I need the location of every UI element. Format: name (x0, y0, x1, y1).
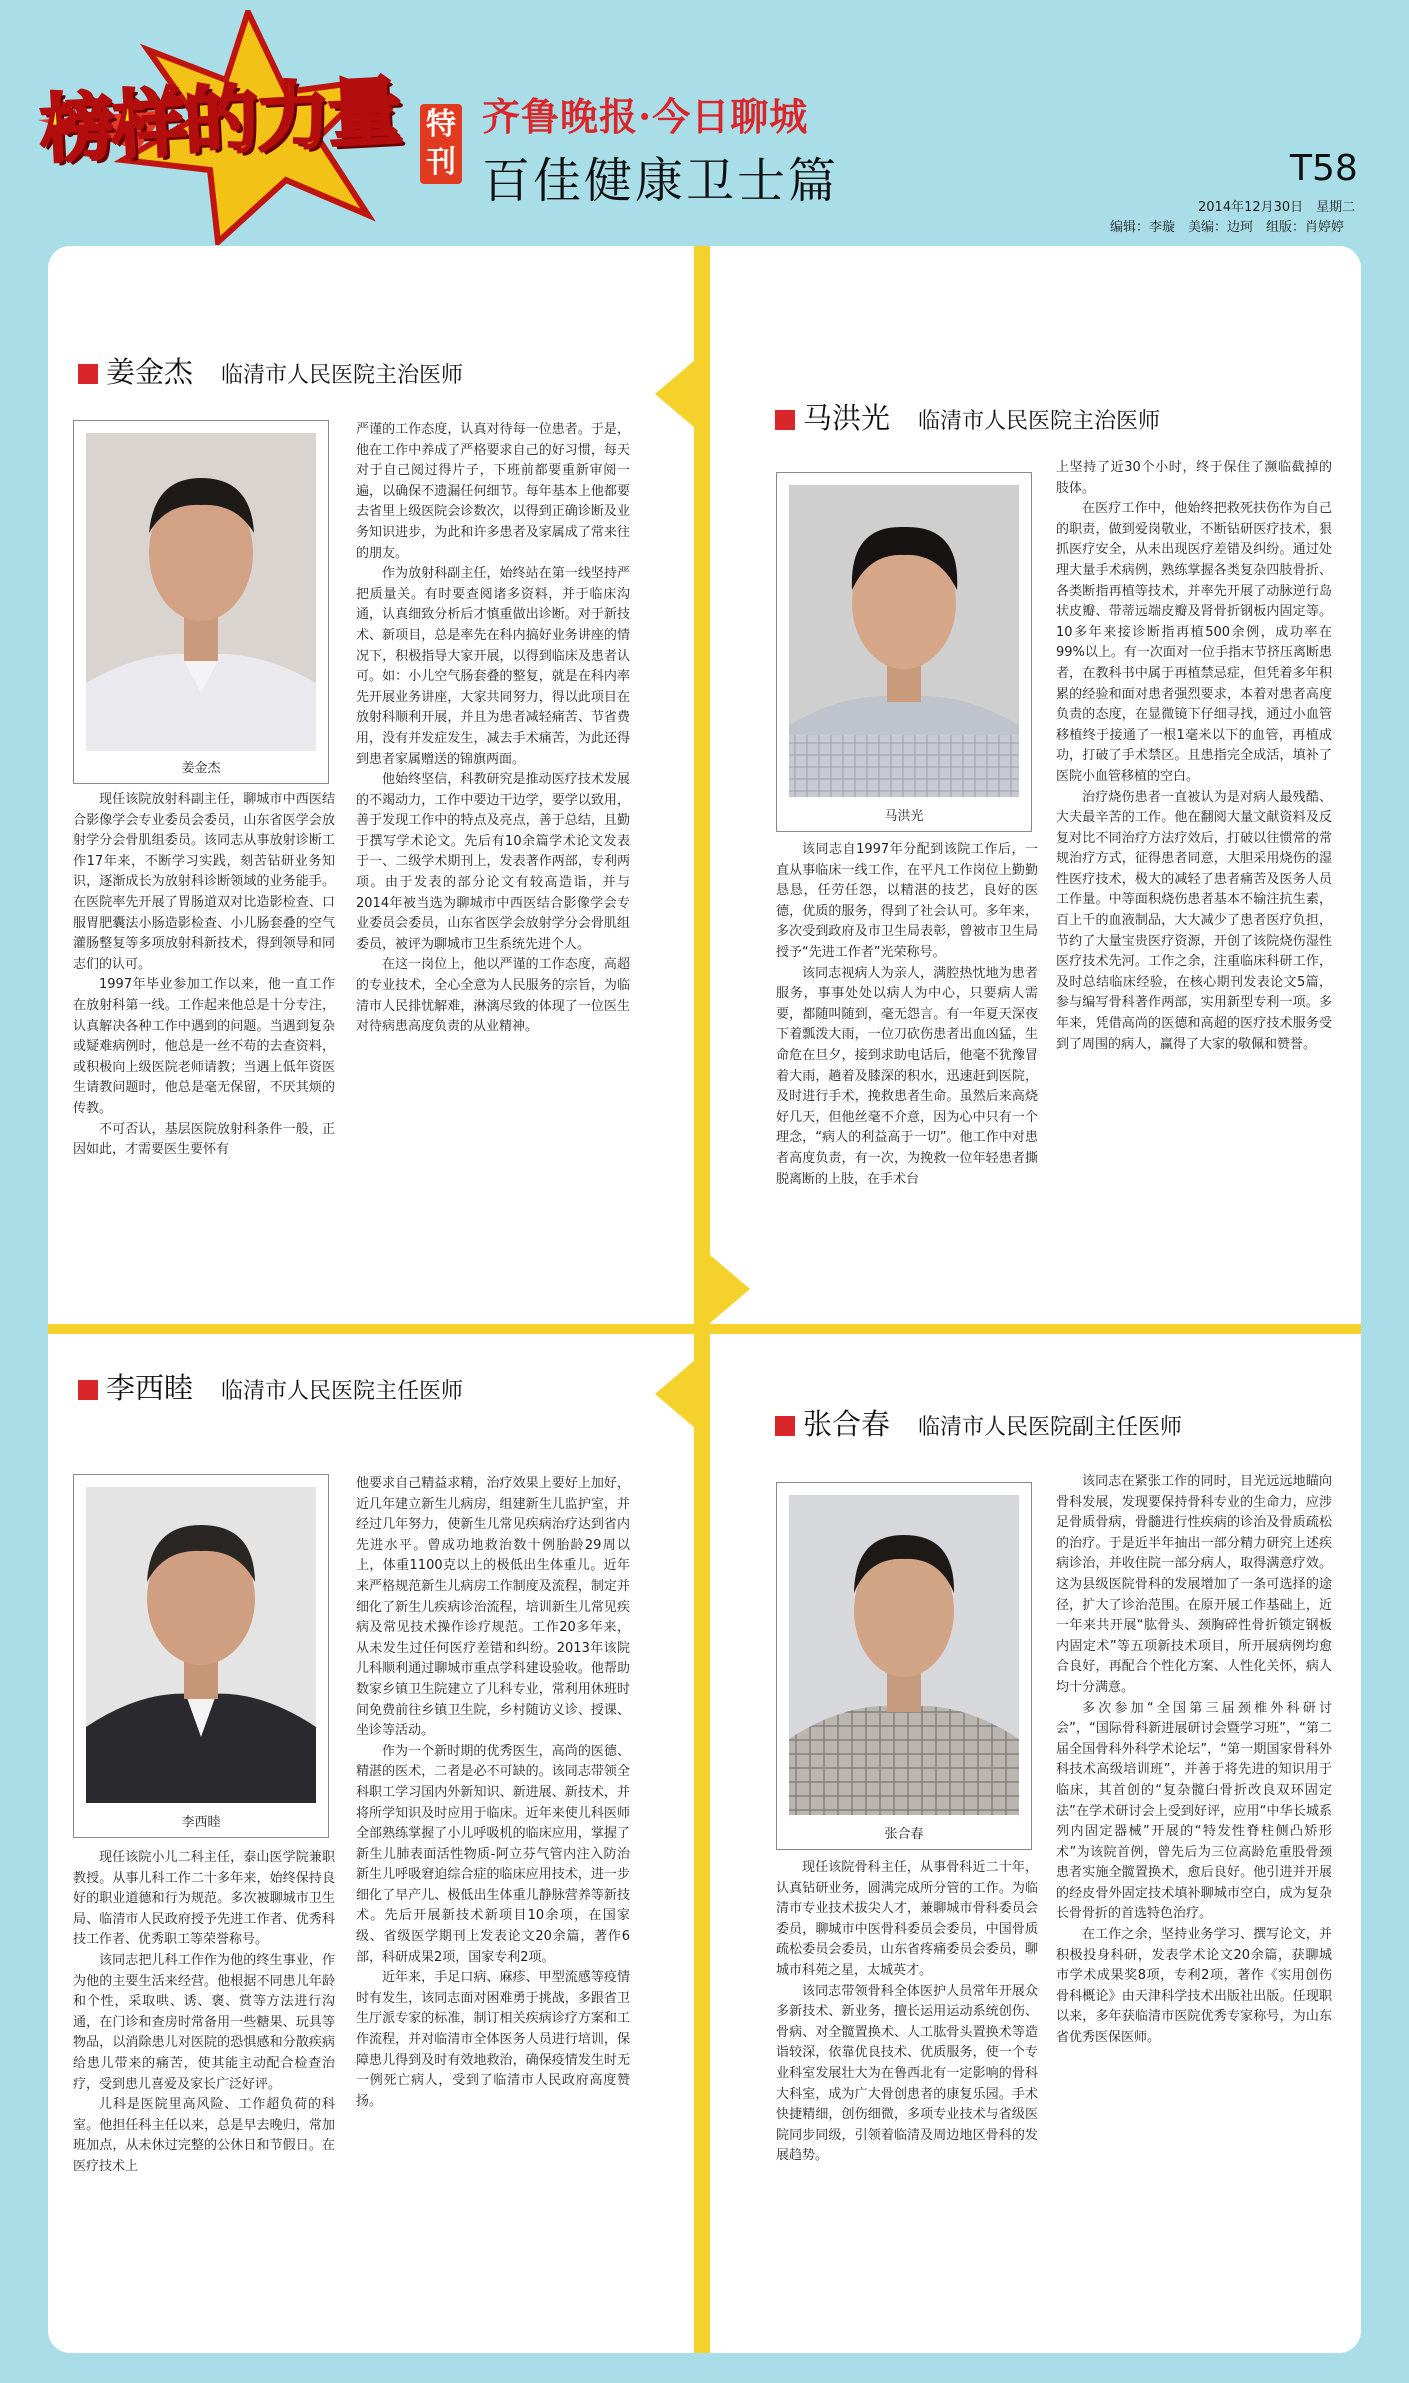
profile-body-left (73, 1848, 335, 2338)
paragraph: 在工作之余，坚持业务学习、撰写论文，并积极投身科研，发表学术论文20余篇，获聊城市学术成果奖8项，专利2项，著作《实用创伤骨科概论》由天津科学技术出版社出版。任现职以来，多年获临清市医院优秀专家称号，为山东省优秀医保医师。 (1056, 1927, 1332, 2046)
page-number: T58 (1290, 148, 1358, 189)
profile-name: 马洪光 (803, 401, 891, 435)
profile-title: 临清市人民医院主治医师 (918, 409, 1161, 434)
paragraph: 在医疗工作中，他始终把救死扶伤作为自己的职责，做到爱岗敬业，不断钻研医疗技术，狠抓医疗安全，从未出现医疗差错及纠纷。通过处理大量手术病例，熟练掌握各类复杂四肢骨折、各类断指再植等技术，并率先开展了动脉逆行岛状皮瓣、带蒂远端皮瓣及肾骨折钢板内固定等。10多年来接诊断指再植500余例，成功率在99%以上。有一次面对一位手指末节挤压离断患者，在教科书中属于再植禁忌症，但凭着多年积累的经验和面对患者强烈要求，本着对患者高度负责的态度，在显微镜下仔细寻找，通过小血管移植终于接通了一根1毫米以下的血管，再植成功，打破了手术禁区。且患指完全成活，填补了医院小血管移植的空白。 (1056, 501, 1332, 784)
red-square-icon (775, 410, 795, 430)
section-name: 百佳健康卫士篇 (482, 153, 840, 209)
paragraph: 作为放射科副主任，始终站在第一线坚持严把质量关。有时要查阅诸多资料，并于临床沟通，认真细致分析后才慎重做出诊断。对于新技术、新项目，总是率先在科内搞好业务讲座的情况下，积极指导大家开展，以得到临床及患者认可。如：小儿空气肠套叠的整复，就是在科内率先开展业务讲座，大家共同努力，得以此项目在放射科顺利开展，并且为患者减轻痛苦、节省费用，没有并发症发生，减去手术痛苦，为此还得到患者家属赠送的锦旗两面。 (356, 566, 630, 767)
profile-body-left (776, 1858, 1038, 2338)
paragraph: 现任该院小儿二科主任，泰山医学院兼职教授。从事儿科工作二十多年来，始终保持良好的职业道德和行为规范。多次被聊城市卫生局、临清市人民政府授予先进工作者、优秀科技工作者、优秀职工等荣誉称号。 (73, 1850, 335, 1948)
profile-heading (78, 350, 463, 391)
profile-title: 临清市人民医院主治医师 (221, 363, 464, 388)
portrait-frame (73, 420, 329, 784)
paragraph: 1997年毕业参加工作以来，他一直工作在放射科第一线。工作起来他总是十分专注，认真解决各种工作中遇到的问题。当遇到复杂或疑难病例时，他总是一丝不苟的去查资料，或积极向上级医院老师请教；当遇上低年资医生请教问题时，他总是毫无保留，不厌其烦的传教。 (73, 977, 335, 1116)
paragraph: 多次参加“全国第三届颈椎外科研讨会”，“国际骨科新进展研讨会暨学习班”，“第二届全国骨科外科学术论坛”，“第一期国家骨科外科技术高级培训班”，并善于将先进的知识用于临床，其首创的“复杂髋臼骨折改良双环固定法”在学术研讨会上受到好评，应用“中华长城系列内固定器械”开展的“特发性脊柱侧凸矫形术”为该院首例，曾先后为三位高龄危重股骨颈患者实施全髋置换术，愈后良好。他引进并开展的经皮骨外固定技术填补聊城市空白，成为复杂长骨骨折的首选特色治疗。 (1056, 1700, 1332, 1922)
profile-body-right (1056, 1472, 1332, 2338)
paragraph: 儿科是医院里高风险、工作超负荷的科室。他担任科主任以来，总是早去晚归，常加班加点，从未休过完整的公休日和节假日。在医疗技术上 (73, 2097, 335, 2174)
divider-arrow-icon (710, 1255, 750, 1323)
red-square-icon (775, 1416, 795, 1436)
masthead-big-title: 榜样的力量 (38, 68, 403, 174)
profile-heading (78, 1366, 463, 1407)
profile-name: 姜金杰 (106, 355, 194, 389)
middle-divider-bar (48, 1324, 1361, 1334)
photo-caption: 李西睦 (181, 1815, 221, 1830)
paragraph: 该同志自1997年分配到该院工作后，一直从事临床一线工作，在平凡工作岗位上勤勤恳恳，任劳任怨，以精湛的技艺，良好的医德，优质的服务，得到了社会认可。多年来，多次受到政府及市卫生局表彰，曾被市卫生局授予“先进工作者”光荣称号。 (776, 842, 1038, 960)
paragraph: 在这一岗位上，他以严谨的工作态度，高超的专业技术，全心全意为人民服务的宗旨，为临清市人民排忧解难，淋漓尽致的体现了一位医生对待病患高度负责的从业精神。 (356, 957, 630, 1035)
profile-heading (775, 396, 1160, 437)
divider-arrow-icon (655, 360, 695, 428)
center-divider-bar (694, 246, 710, 2353)
profile-body-right (356, 420, 630, 1300)
portrait-photo (86, 1487, 316, 1803)
red-square-icon (78, 364, 98, 384)
special-issue-tag (420, 104, 462, 184)
special-tag-char-1: 特 (426, 107, 456, 142)
portrait-photo (789, 485, 1019, 797)
profile-body-right (356, 1474, 630, 2338)
portrait-frame (73, 1474, 329, 1838)
paragraph: 不可否认，基层医院放射科条件一般，正因如此，才需要医生要怀有 (73, 1121, 335, 1158)
paragraph: 该同志视病人为亲人，满腔热忱地为患者服务，事事处处以病人为中心，只要病人需要，都随叫随到，毫无怨言。有一年夏天深夜下着瓢泼大雨，一位刀砍伤患者出血凶猛，生命危在旦夕，接到求助电话后，他毫不犹豫冒着大雨，趟着及膝深的积水，迅速赶到医院，及时进行手术，挽救患者生命。虽然后来高烧好几天，但他丝毫不介意，因为心中只有一个理念，“病人的利益高于一切”。他工作中对患者高度负责，有一次，为挽救一位年轻患者撕脱离断的上肢，在手术台 (776, 965, 1038, 1187)
photo-caption: 马洪光 (884, 809, 924, 824)
paragraph: 治疗烧伤患者一直被认为是对病人最残酷、大夫最辛苦的工作。他在翻阅大量文献资料及反复对比不同治疗方法疗效后，打破以往惯常的常规治疗方式，征得患者同意，大胆采用烧伤的湿性医疗技术，极大的减轻了患者痛苦及医务人员工作量。中等面积烧伤患者基本不输注抗生素，百上千的血液制品，大大减少了患者医疗负担，节约了大量宝贵医疗资源，开创了该院烧伤湿性医疗技术先河。工作之余，注重临床科研工作，及时总结临床经验，在核心期刊发表论文5篇，参与编写骨科著作两部，实用新型专利一项。多年来，凭借高尚的医德和高超的医疗技术服务受到了周围的病人，赢得了大家的敬佩和赞誉。 (1056, 789, 1332, 1052)
paragraph: 作为一个新时期的优秀医生，高尚的医德、精湛的医术，二者是必不可缺的。该同志带领全科职工学习国内外新知识、新进展、新技术，并将所学知识及时应用于临床。近年来使儿科医师全部熟练掌握了小儿呼吸机的临床应用，掌握了新生儿肺表面活性物质-阿立芬气管内注入防治新生儿呼吸窘迫综合症的临床应用技术，进一步细化了早产儿、极低出生体重儿静脉营养等新技术。先后开展新技术新项目10余项，在国家级、省级医学期刊上发表论文20余篇，著作6部，科研成果2项，国家专利2项。 (356, 1743, 630, 1965)
profile-body-right (1056, 458, 1332, 1298)
profile-body-left (73, 790, 335, 1280)
paragraph: 上坚持了近30个小时，终于保住了濒临截掉的肢体。 (1056, 460, 1332, 496)
profile-title: 临清市人民医院副主任医师 (918, 1415, 1183, 1440)
portrait-frame (776, 1482, 1032, 1850)
paragraph: 现任该院骨科主任，从事骨科近二十年，认真钻研业务，圆满完成所分管的工作。为临清市专业技术拔尖人才，兼聊城市骨科委员会委员，聊城市中医骨科委员会委员，中国骨质疏松委员会委员，山东省疼痛委员会委员，聊城市科苑之星，太城英才。 (776, 1860, 1038, 1978)
editor-credits: 编辑：李璇 美编：边珂 组版：肖婷婷 (1110, 220, 1345, 235)
special-tag-char-2: 刊 (426, 145, 456, 180)
paragraph: 该同志把儿科工作作为他的终生事业，作为他的主要生活来经营。他根据不同患儿年龄和个性，采取哄、诱、褒、赏等方法进行沟通，在门诊和查房时常备用一些糖果、玩具等物品，以消除患儿对医院的恐惧感和分散疾病给患儿带来的痛苦，使其能主动配合检查治疗，受到患儿喜爱及家长广泛好评。 (73, 1952, 335, 2092)
profile-name: 李西睦 (106, 1371, 194, 1405)
paragraph: 该同志带领骨科全体医护人员常年开展众多新技术、新业务，擅长运用运动系统创伤、骨病、对全髋置换术、人工肱骨头置换术等造诣较深，依靠优良技术、优质服务，使一个专业科室发展壮大为在鲁西北有一定影响的骨科大科室，成为广大骨创患者的康复乐园。手术快捷精细，创伤细微，多项专业技术与省级医院同步同级，引领着临清及周边地区骨科的发展趋势。 (776, 1983, 1038, 2164)
portrait-frame (776, 472, 1032, 832)
paragraph: 该同志在紧张工作的同时，目光远远地瞄向骨科发展，发现要保持骨科专业的生命力，应涉足骨质骨病，骨髓进行性疾病的诊治及骨质疏松的治疗。于是近半年抽出一部分精力研究上述疾病诊治，并收住院一部分病人，取得满意疗效。这为县级医院骨科的发展增加了一条可选择的途径，扩大了诊治范围。在原开展工作基础上，近一年来共开展“肱骨头、颈胸碎性骨折锁定钢板内固定术”等五项新技术项目，所开展病例均愈合良好，再配合个性化方案、人性化关怀，病人均十分满意。 (1056, 1474, 1332, 1695)
profile-heading (775, 1402, 1182, 1443)
paragraph: 他始终坚信，科教研究是推动医疗技术发展的不竭动力，工作中要边干边学，要学以致用，善于发现工作中的特点及亮点，善于总结，且勤于撰写学术论文。先后有10余篇学术论文发表于一、二级学术期刊上，发表著作两部，专利两项。由于发表的部分论文有较高造诣，并与2014年被当选为聊城市中西医结合影像学会专业委员会委员，山东省医学会放射学分会骨肌组委员，被评为聊城市卫生系统先进个人。 (356, 772, 630, 952)
paragraph: 他要求自己精益求精，治疗效果上要好上加好，近几年建立新生儿病房，组建新生儿监护室，并经过几年努力，使新生儿常见疾病治疗达到省内先进水平。曾成功地救治数十例胎龄29周以上，体重1100克以上的极低出生体重儿。近年来严格规范新生儿病房工作制度及流程，制定并细化了新生儿疾病诊治流程，培训新生儿常见疾病及常见技术操作诊疗规范。工作20多年来，从未发生过任何医疗差错和纠纷。2013年该院儿科顺利通过聊城市重点学科建设验收。他帮助数家乡镇卫生院建立了儿科专业，常利用休班时间免费前往乡镇卫生院，乡村随访义诊、授课、坐诊等活动。 (356, 1476, 630, 1739)
newspaper-name: 齐鲁晚报·今日聊城 (482, 94, 809, 139)
profile-name: 张合春 (803, 1407, 891, 1441)
paragraph: 现任该院放射科副主任，聊城市中西医结合影像学会专业委员会委员，山东省医学会放射学分会骨肌组委员。该同志从事放射诊断工作17年来，不断学习实践，刻苦钻研业务知识，逐渐成长为放射科诊断领域的业务能手。在医院率先开展了胃肠道双对比造影检查、口服胃肥囊法小肠造影检查、小儿肠套叠的空气灌肠整复等多项放射科新技术，得到领导和同志们的认可。 (73, 792, 335, 972)
red-square-icon (78, 1380, 98, 1400)
photo-caption: 姜金杰 (181, 761, 221, 776)
masthead (0, 0, 1409, 245)
paragraph: 近年来，手足口病、麻疹、甲型流感等疫情时有发生，该同志面对困难勇于挑战，多跟省卫生厅派专家的标准，制订相关疾病诊疗方案和工作流程，并对临清市全体医务人员进行培训，保障患儿得到及时有效地救治，确保疫情发生时无一例死亡病人，受到了临清市人民政府高度赞扬。 (356, 1970, 630, 2109)
issue-date: 2014年12月30日 星期二 (1198, 200, 1356, 215)
divider-arrow-icon (655, 1360, 695, 1428)
photo-caption: 张合春 (884, 1827, 924, 1842)
profile-body-left (776, 840, 1038, 1300)
paragraph: 严谨的工作态度，认真对待每一位患者。于是，他在工作中养成了严格要求自己的好习惯，每天对于自己阅过得片子，下班前都要重新审阅一遍，以确保不遗漏任何细节。每年基本上他都要去省里上级医院会诊数次，以得到正确诊断及业务知识进步，为此和许多患者及家属成了常来往的朋友。 (356, 422, 630, 561)
portrait-photo (86, 433, 316, 751)
portrait-photo (789, 1495, 1019, 1815)
profile-title: 临清市人民医院主任医师 (221, 1379, 464, 1404)
